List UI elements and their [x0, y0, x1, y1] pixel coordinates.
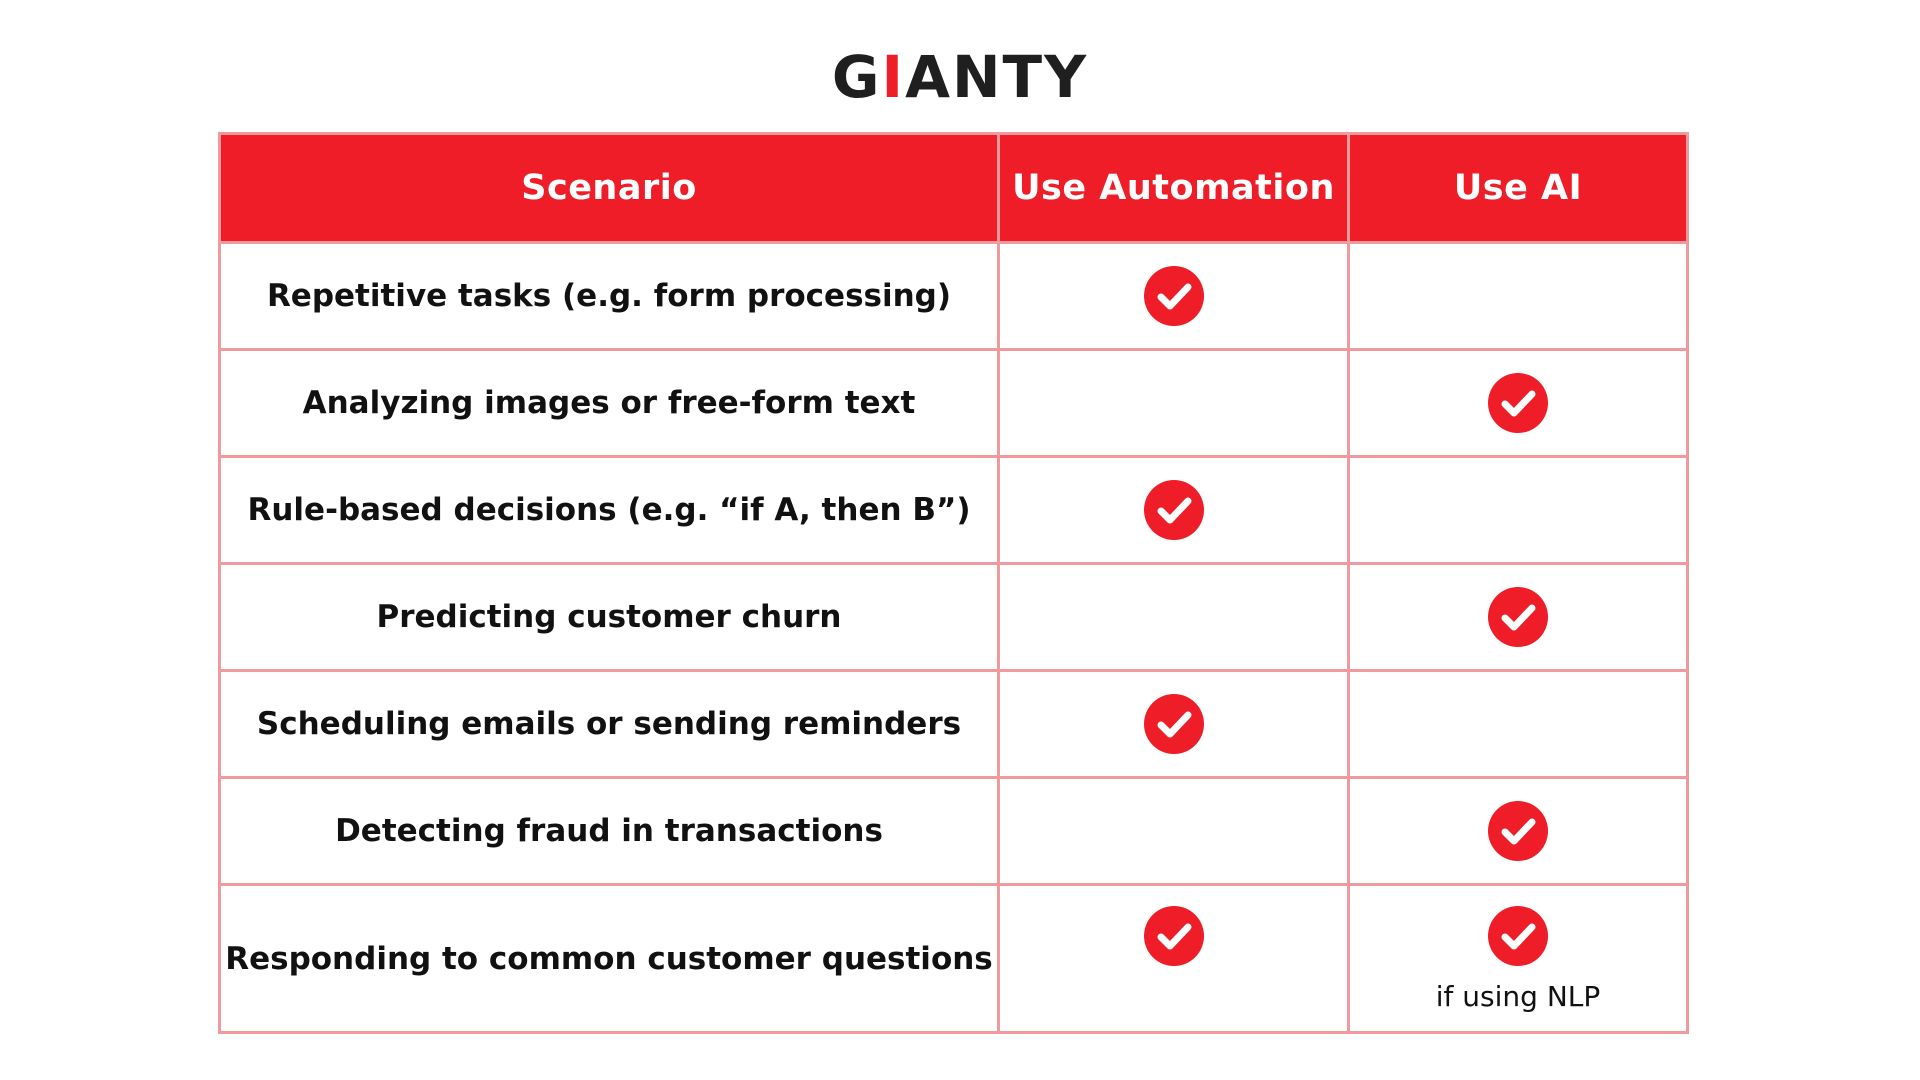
automation-cell	[999, 564, 1349, 671]
checkmark-icon	[1488, 906, 1548, 966]
ai-cell-content	[1350, 886, 1686, 1031]
automation-cell	[999, 885, 1349, 1033]
logo-text-end: ANTY	[905, 43, 1089, 111]
automation-cell	[999, 243, 1349, 350]
automation-cell	[999, 671, 1349, 778]
ai-cell	[1349, 457, 1688, 564]
ai-cell	[1349, 243, 1688, 350]
checkmark-icon	[1144, 906, 1204, 966]
ai-cell	[1349, 564, 1688, 671]
automation-cell	[999, 778, 1349, 885]
scenario-cell: Repetitive tasks (e.g. form processing)	[220, 243, 999, 350]
scenario-cell: Analyzing images or free-form text	[220, 350, 999, 457]
ai-cell	[1349, 671, 1688, 778]
scenario-cell: Rule-based decisions (e.g. “if A, then B”)	[220, 457, 999, 564]
table-row	[220, 457, 1688, 564]
automation-cell-content	[1000, 886, 1347, 1031]
logo-text-start: G	[831, 43, 882, 111]
gianty-logo	[0, 43, 1920, 111]
scenario-cell: Predicting customer churn	[220, 564, 999, 671]
checkmark-icon	[1144, 694, 1204, 754]
automation-vs-ai-table	[218, 132, 1689, 1034]
table-header-row	[220, 134, 1688, 243]
ai-cell	[1349, 350, 1688, 457]
header-use-automation: Use Automation	[999, 134, 1349, 243]
checkmark-icon	[1488, 801, 1548, 861]
table-row	[220, 885, 1688, 1033]
table-row	[220, 778, 1688, 885]
scenario-cell: Responding to common customer questions	[220, 885, 999, 1033]
header-scenario: Scenario	[220, 134, 999, 243]
table-row	[220, 671, 1688, 778]
logo-text-accent: I	[881, 43, 906, 111]
comparison-table-container	[218, 132, 1686, 1034]
scenario-cell: Detecting fraud in transactions	[220, 778, 999, 885]
checkmark-icon	[1144, 480, 1204, 540]
table-row	[220, 564, 1688, 671]
scenario-cell: Scheduling emails or sending reminders	[220, 671, 999, 778]
ai-note: if using NLP	[1435, 980, 1601, 1013]
ai-cell	[1349, 778, 1688, 885]
header-use-ai: Use AI	[1349, 134, 1688, 243]
checkmark-icon	[1488, 587, 1548, 647]
checkmark-icon	[1488, 373, 1548, 433]
table-row	[220, 243, 1688, 350]
table-row	[220, 350, 1688, 457]
automation-cell	[999, 457, 1349, 564]
checkmark-icon	[1144, 266, 1204, 326]
automation-cell	[999, 350, 1349, 457]
ai-cell	[1349, 885, 1688, 1033]
